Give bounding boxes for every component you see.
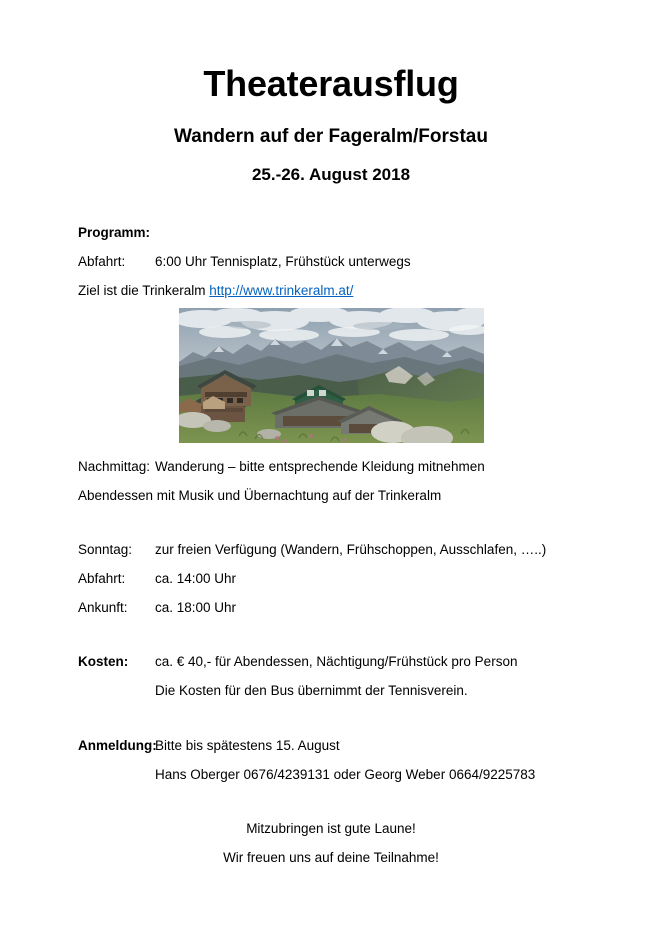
sunday-departure-row xyxy=(78,570,236,588)
sunday-arrival-value: ca. 18:00 Uhr xyxy=(155,600,237,615)
trinkeralm-link[interactable]: http://www.trinkeralm.at/ xyxy=(209,283,354,298)
sunday-label: Sonntag: xyxy=(78,542,133,557)
afternoon-row xyxy=(78,458,485,476)
sunday-departure-value: ca. 14:00 Uhr xyxy=(155,571,237,586)
sunday-value: zur freien Verfügung (Wandern, Frühschoppen, Ausschlafen, …..) xyxy=(155,542,547,557)
page-dateline: 25.-26. August 2018 xyxy=(251,165,411,184)
program-departure-label: Abfahrt: xyxy=(78,254,126,269)
costs-row xyxy=(78,653,517,671)
registration-row-second xyxy=(78,766,535,784)
page-title: Theaterausflug xyxy=(203,63,459,104)
sunday-arrival-row xyxy=(78,599,236,617)
page-subtitle: Wandern auf der Fageralm/Forstau xyxy=(174,126,488,147)
program-departure-value: 6:00 Uhr Tennisplatz, Frühstück unterwegs xyxy=(155,254,411,269)
sunday-row xyxy=(78,541,546,559)
registration-label: Anmeldung: xyxy=(78,738,157,753)
program-heading-text: Programm: xyxy=(78,225,151,240)
closing-line-2: Wir freuen uns auf deine Teilnahme! xyxy=(223,850,439,865)
costs-value-line2: Die Kosten für den Bus übernimmt der Tennisverein. xyxy=(155,683,468,698)
costs-row-second xyxy=(78,682,468,700)
closing-line-1: Mitzubringen ist gute Laune! xyxy=(246,821,416,836)
sunday-arrival-label: Ankunft: xyxy=(78,600,128,615)
afternoon-label: Nachmittag: xyxy=(78,459,151,474)
costs-value-line1: ca. € 40,- für Abendessen, Nächtigung/Frühstück pro Person xyxy=(155,654,518,669)
sunday-departure-label: Abfahrt: xyxy=(78,571,126,586)
trinkeralm-photo xyxy=(179,308,484,443)
program-departure-row xyxy=(78,253,411,271)
evening-row: Abendessen mit Musik und Übernachtung auf der Trinkeralm xyxy=(78,488,442,503)
destination-prefix: Ziel ist die Trinkeralm xyxy=(78,283,210,298)
afternoon-value: Wanderung – bitte entsprechende Kleidung mitnehmen xyxy=(155,459,485,474)
destination-row xyxy=(78,282,353,300)
registration-value-line1: Bitte bis spätestens 15. August xyxy=(155,738,340,753)
photo-artwork xyxy=(179,308,484,443)
registration-value-line2: Hans Oberger 0676/4239131 oder Georg Weber 0664/9225783 xyxy=(155,767,536,782)
program-heading xyxy=(78,224,150,242)
costs-label: Kosten: xyxy=(78,654,129,669)
registration-row xyxy=(78,737,340,755)
